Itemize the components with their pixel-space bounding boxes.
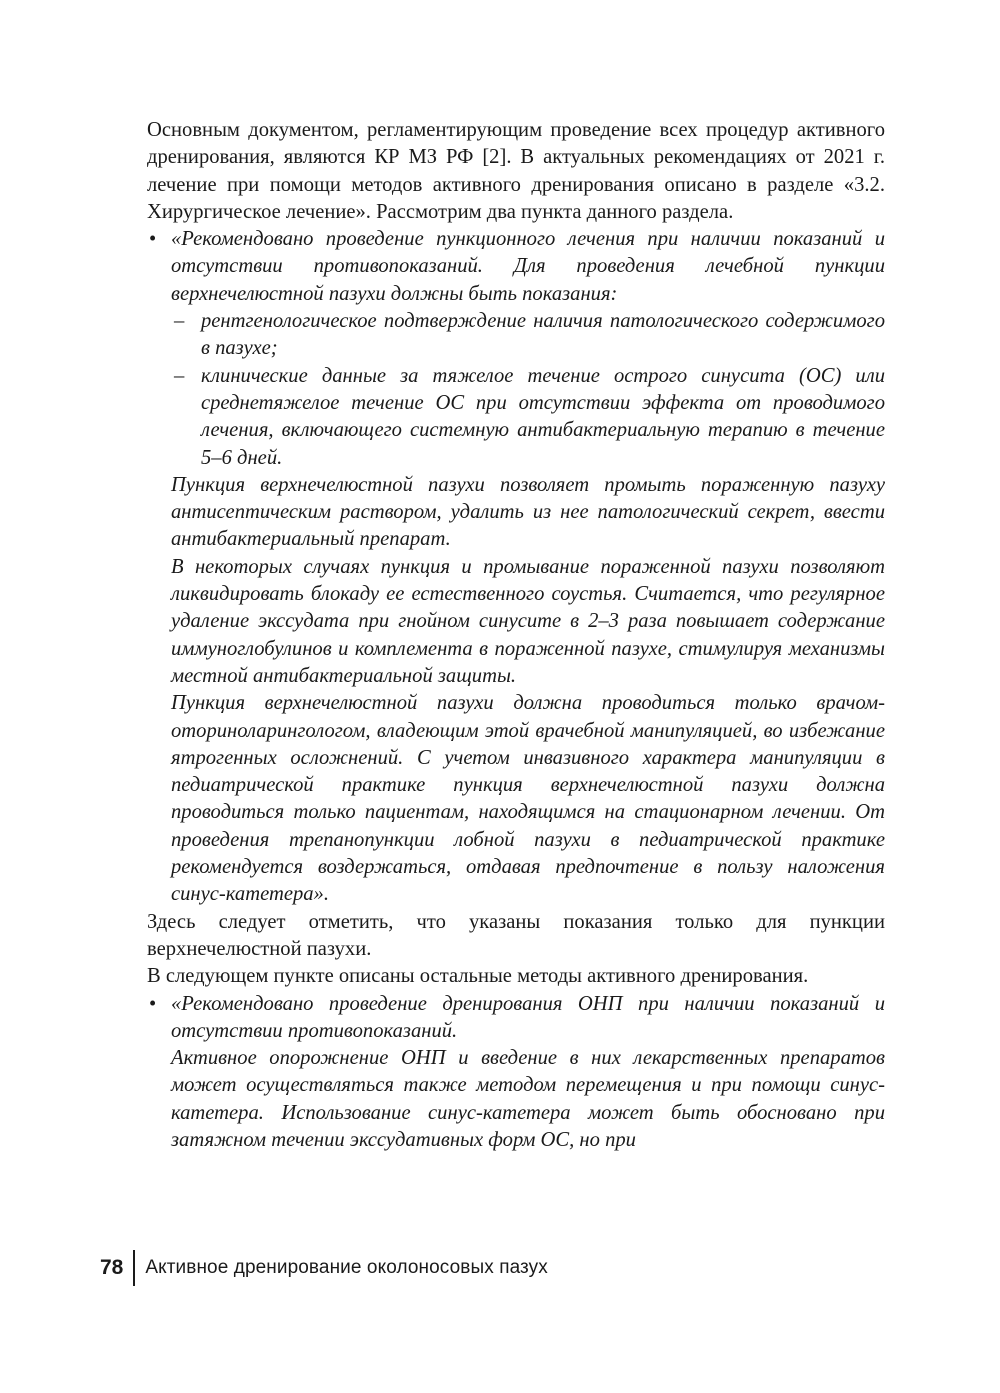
- dash-marker: –: [174, 310, 185, 333]
- quote-paragraph: В некоторых случаях пункция и промывание пораженной пазухи позволяют ликвидировать блокаду ее естественного соустья. Считается, что регулярное удаление экссудата при гнойном синусите в 2–3 раза повышает содержание иммуноглобулинов и комплемента в пораженной пазухе, стимулируя механизмы местной антибактериальной защиты.: [171, 555, 885, 687]
- paragraph-next: В следующем пункте описаны остальные методы активного дренирования.: [147, 965, 809, 988]
- bullet-intro: «Рекомендовано проведение дренирования ОНП при наличии показаний и отсутствии противопоказаний.: [171, 992, 885, 1042]
- quote-paragraph: Пункция верхнечелюстной пазухи должна проводиться только врачом-оториноларингологом, владеющим этой врачебной манипуляцией, во избежание ятрогенных осложнений. С учетом инвазивного характера манипуляции в педиатрической практике пункция верхнечелюстной пазухи должна проводиться только пациентам, находящимся на стационарном лечении. От проведения трепанопункции лобной пазухи в педиатрической практике рекомендуется воздержаться, отдавая предпочтение в пользу наложения синус-катетера».: [171, 692, 885, 906]
- running-title: Активное дренирование околоносовых пазух: [145, 1257, 548, 1278]
- dash-item-clinical: [147, 363, 885, 472]
- quote-paragraph: Пункция верхнечелюстной пазухи позволяет промыть пораженную пазуху антисептическим раствором, удалить из нее патологический секрет, ввести антибактериальный препарат.: [171, 473, 885, 551]
- paragraph-intro: Основным документом, регламентирующим проведение всех процедур активного дренирования, являются КР МЗ РФ [2]. В актуальных рекомендациях от 2021 г. лечение при помощи методов активного дренирования описано в разделе «3.2. Хирургическое лечение». Рассмотрим два пункта данного раздела.: [147, 119, 885, 223]
- bullet-item-drainage: [147, 991, 885, 1046]
- page-number: 78: [100, 1256, 124, 1279]
- bullet-marker: •: [149, 228, 157, 251]
- bullet-marker: •: [149, 992, 157, 1015]
- quote-paragraph: Активное опорожнение ОНП и введение в них лекарственных препаратов может осуществляться также методом перемещения и при помощи синус-катетера. Использование синус-катетера может быть обосновано при затяжном течении экссудативных форм ОС, но при: [171, 1047, 885, 1151]
- page-footer: [100, 1250, 548, 1286]
- footer-divider: [133, 1250, 135, 1286]
- body-text: [147, 117, 885, 1154]
- dash-text: рентгенологическое подтверждение наличия патологического содержимого в пазухе;: [201, 310, 885, 360]
- bullet-item-puncture: [147, 226, 885, 308]
- dash-text: клинические данные за тяжелое течение острого синусита (ОС) или среднетяжелое течение ОС при отсутствии эффекта от проводимого лечения, включающего системную антибактериальную терапию в течение 5–6 дней.: [201, 364, 885, 469]
- dash-marker: –: [174, 364, 185, 387]
- paragraph-note: Здесь следует отметить, что указаны показания только для пункции верхнечелюстной пазухи.: [147, 910, 885, 960]
- dash-item-xray: [147, 308, 885, 363]
- bullet-intro: «Рекомендовано проведение пункционного лечения при наличии показаний и отсутствии противопоказаний. Для проведения лечебной пункции верхнечелюстной пазухи должны быть показания:: [171, 228, 885, 305]
